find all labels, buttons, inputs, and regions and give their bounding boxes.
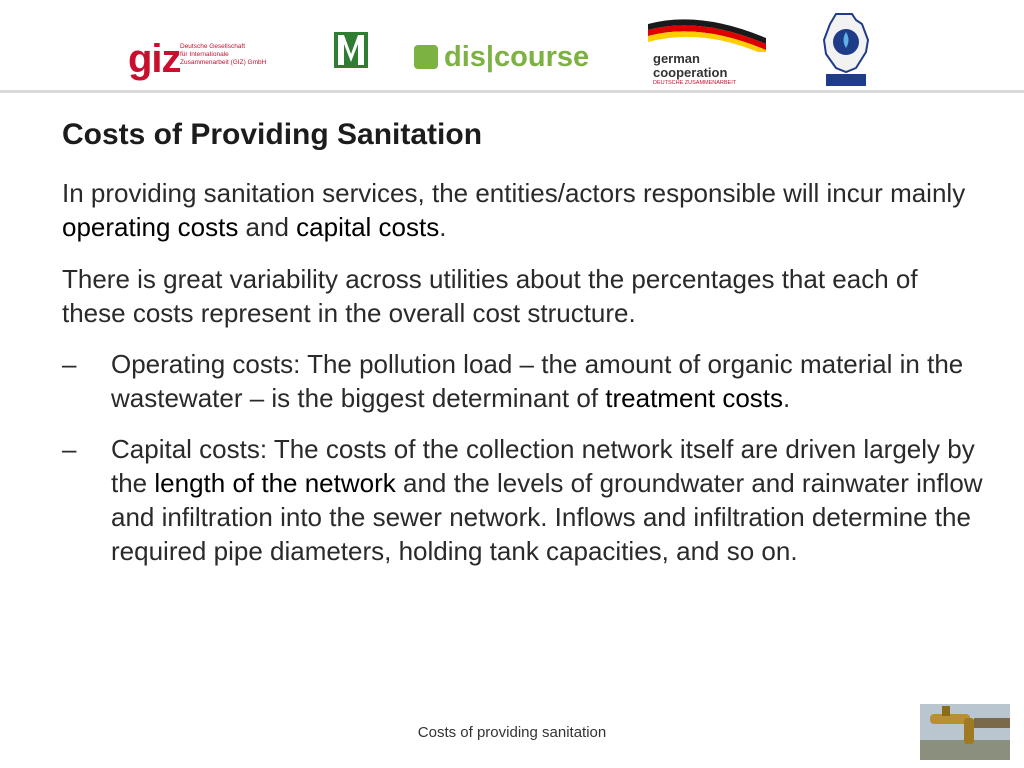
footer-caption: Costs of providing sanitation <box>417 724 607 741</box>
intro-paragraph <box>62 176 982 244</box>
german-cooperation-subtext: DEUTSCHE ZUSAMMENARBEIT <box>653 80 737 86</box>
water-trust-logo <box>822 12 870 88</box>
intro-conjunction: and <box>238 212 297 242</box>
treatment-costs-term: treatment costs <box>605 383 784 413</box>
bullet-dash: – <box>62 434 77 464</box>
list-item <box>62 432 992 568</box>
german-cooperation-text: german cooperation <box>653 51 728 80</box>
discourse-wordmark: dis|course <box>444 40 590 73</box>
slide-title: Costs of Providing Sanitation <box>62 118 483 151</box>
list-item <box>62 347 992 415</box>
logo-header <box>0 0 1024 92</box>
intro-text: In providing sanitation services, the entities/actors responsible will incur mainly <box>62 178 966 208</box>
bullet-dash: – <box>62 349 77 379</box>
german-flag-icon <box>640 12 770 52</box>
giz-logo <box>128 38 303 80</box>
variability-paragraph: There is great variability across utilities about the percentages that each of these costs represent in the overall cost structure. <box>62 264 918 328</box>
bullet-text-end: . <box>783 383 791 413</box>
capital-costs-term: capital costs <box>296 212 440 242</box>
giz-fullname: Deutsche Gesellschaft für Internationale Zusammenarbeit (GIZ) GmbH <box>180 43 267 66</box>
giz-wordmark: giz <box>128 37 181 81</box>
network-length-term: length of the network <box>154 468 396 498</box>
bullet-text: Operating costs: The pollution load – the amount of organic material in the wastewater – is the biggest determinant of <box>111 349 964 413</box>
faucet-image <box>920 704 1010 760</box>
bullet-text: Capital costs: The costs of the collection network itself are driven largely by the <box>111 434 975 498</box>
discourse-logo <box>414 40 589 74</box>
mm-logo <box>334 32 368 68</box>
bullet-text-end: and the levels of groundwater and rainwater inflow and infiltration into the sewer network. Inflows and infiltration determine the required pipe diameters, holding tank capacities, and so on. <box>111 468 983 566</box>
discourse-square-icon <box>414 45 438 69</box>
operating-costs-term: operating costs <box>62 212 239 242</box>
cost-bullet-list <box>62 347 992 585</box>
intro-period: . <box>439 212 447 242</box>
german-cooperation-logo <box>640 12 770 90</box>
